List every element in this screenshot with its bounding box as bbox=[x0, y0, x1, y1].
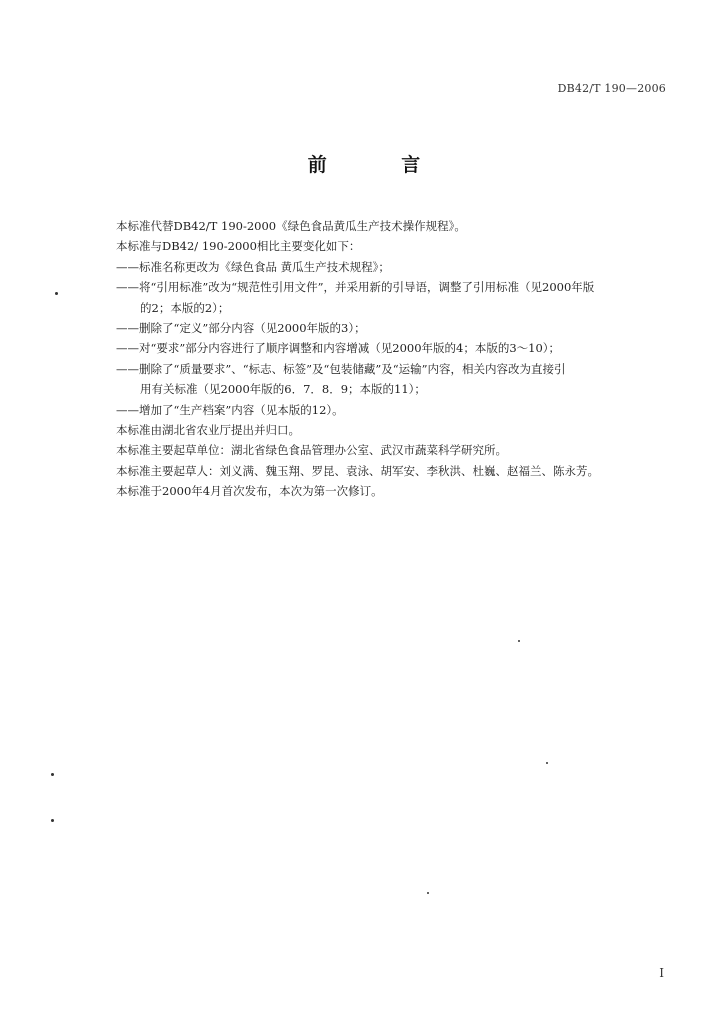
page-number: I bbox=[659, 966, 664, 980]
change-item-production-records: ——增加了“生产档案”内容（见本版的12）。 bbox=[116, 402, 344, 417]
foreword-line-replaces: 本标准代替DB42/T 190-2000《绿色食品黄瓜生产技术操作规程》。 bbox=[116, 219, 466, 233]
change-item-references: ——将“引用标准”改为“规范性引用文件”，并采用新的引导语，调整了引用标准（见2000年版 bbox=[116, 280, 595, 295]
change-item-removed-sections: ——删除了“质量要求”、“标志、标签”及“包装储藏”及“运输”内容，相关内容改为直接引 bbox=[116, 361, 566, 376]
foreword-line-publication: 本标准于2000年4月首次发布，本次为第一次修订。 bbox=[116, 484, 383, 499]
foreword-line-proposed-by: 本标准由湖北省农业厅提出并归口。 bbox=[116, 423, 300, 438]
scan-speck bbox=[427, 892, 429, 894]
change-item-requirements: ——对“要求”部分内容进行了顺序调整和内容增减（见2000年版的4；本版的3～10）； bbox=[116, 341, 561, 356]
change-item-title: ——标准名称更改为《绿色食品 黄瓜生产技术规程》； bbox=[116, 259, 390, 274]
foreword-body bbox=[116, 216, 672, 502]
page-title: 前 言 bbox=[307, 154, 455, 176]
foreword-line-drafters: 本标准主要起草人：刘义满、魏玉翔、罗昆、袁泳、胡军安、李秋洪、杜巍、赵福兰、陈永芳。 bbox=[116, 463, 599, 478]
change-item-references-cont: 的2；本版的2）； bbox=[140, 300, 230, 315]
foreword-line-drafting-units: 本标准主要起草单位：湖北省绿色食品管理办公室、武汉市蔬菜科学研究所。 bbox=[116, 443, 507, 458]
scan-speck bbox=[546, 762, 548, 764]
scan-speck bbox=[55, 292, 58, 295]
scan-speck bbox=[518, 640, 520, 642]
scan-speck bbox=[51, 819, 54, 822]
change-item-definitions: ——删除了“定义”部分内容（见2000年版的3）； bbox=[116, 321, 366, 336]
standard-code: DB42/T 190—2006 bbox=[557, 82, 666, 95]
scan-speck bbox=[51, 773, 54, 776]
foreword-line-changes-intro: 本标准与DB42/ 190-2000相比主要变化如下： bbox=[116, 239, 361, 254]
change-item-removed-sections-cont: 用有关标准（见2000年版的6．7．8．9；本版的11）； bbox=[140, 382, 426, 397]
